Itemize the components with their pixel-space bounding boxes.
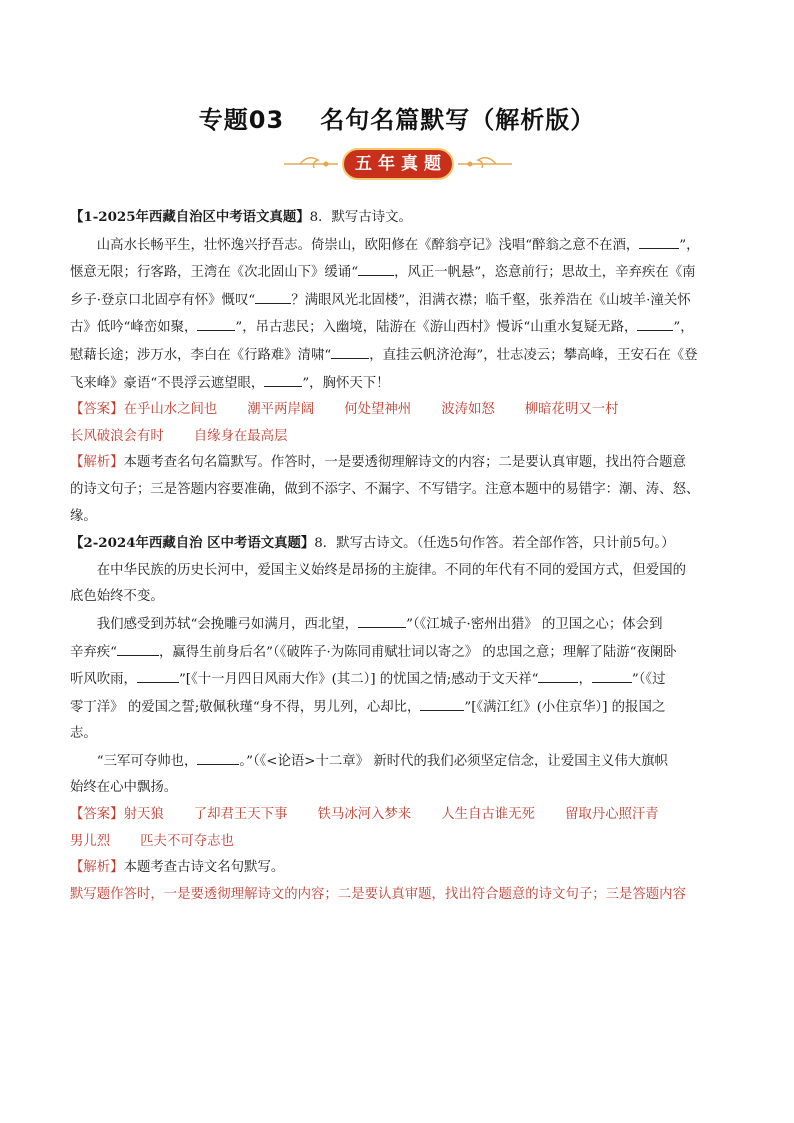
answer-blank	[358, 259, 394, 276]
answer-blank	[197, 314, 235, 331]
question-1-passage-cont: 古》低吟“峰峦如聚， ”，吊古悲民；入幽境，陆游在《游山西村》慢诉“山重水复疑无路， ”，	[70, 314, 728, 342]
question-2-passage: 我们感受到苏轼“会挽雕弓如满月，西北望， ”（《江城子·密州出猎》 的卫国之心；体会到	[70, 611, 728, 639]
title-topic-number: 专题03	[198, 106, 285, 134]
answer-item: 波涛如怒	[441, 402, 495, 418]
answer-blank	[592, 666, 632, 683]
answer-item: 长风破浪会有时	[70, 428, 164, 444]
question-1-answers: 【答案】在乎山水之间也 潮平两岸阔 何处望神州 波涛如怒 柳暗花明又一村	[70, 397, 728, 424]
banner-label: 五年真题	[342, 148, 454, 180]
answer-item: 了却君王天下事	[193, 807, 288, 823]
answer-item: 在乎山水之间也	[123, 402, 218, 418]
question-2-passage-2-cont: 始终在心中飘扬。	[70, 780, 178, 796]
question-2-passage-cont: 辛弃疾“ ，赢得生前身后名”（《破阵子·为陈同甫赋壮词以寄之》 的忠国之意；理解了陆游“夜阑卧	[70, 639, 728, 667]
answer-blank	[538, 666, 578, 683]
answer-blank	[264, 370, 302, 387]
question-2-analysis: 【解析】本题考查古诗文名句默写。	[70, 860, 285, 876]
page-title	[0, 100, 794, 135]
question-2-answers-cont	[70, 829, 728, 856]
question-1-header	[70, 204, 728, 232]
question-2-answers: 【答案】射天狼 了却君王天下事 铁马冰河入梦来 人生自古谁无死 留取丹心照汗青	[70, 802, 728, 829]
question-2-analysis-cont: 默写题作答时，一是要透彻理解诗文的内容；二是要认真审题，找出符合题意的诗文句子；三是答题内容	[70, 886, 686, 902]
answer-blank	[637, 314, 673, 331]
answer-blank	[420, 694, 464, 711]
question-1-passage-cont: 慰藉长途；涉万水，李白在《行路难》清啸“ ，直挂云帆济沧海”，壮志凌云；攀高峰，王安石在《登	[70, 342, 728, 370]
title-topic-name: 名句名篇默写（解析版）	[320, 106, 596, 134]
question-1-passage-cont: 惬意无限；行客路，王湾在《次北固山下》缓诵“ ，风正一帆悬”，恣意前行；思故土，辛弃疾在《南	[70, 259, 728, 287]
answer-item: 男儿烈	[70, 833, 111, 849]
answer-blank	[358, 611, 406, 628]
question-2-header	[70, 530, 728, 558]
answer-blank	[197, 748, 239, 765]
answer-item: 潮平两岸阔	[247, 402, 315, 418]
question-2-prompt: 8．默写古诗文。（任选5句作答。若全部作答，只计前5句。）	[314, 536, 675, 552]
question-1-passage: 山高水长畅平生，壮怀逸兴抒吾志。倚崇山，欧阳修在《醉翁亭记》浅唱“醉翁之意不在酒， ”，	[70, 232, 728, 260]
question-2-intro: 在中华民族的历史长河中，爱国主义始终是昂扬的主旋律。不同的年代有不同的爱国方式，但爱国的	[96, 562, 686, 578]
answer-blank	[255, 287, 291, 304]
question-1-answers-cont	[70, 424, 728, 451]
question-1-analysis-cont: 缘。	[70, 508, 97, 524]
question-2-passage-cont: 听风吹雨， ”[《十一月四日风雨大作》(其二）] 的忧国之情;感动于文天祥“ ， ”（《过	[70, 666, 728, 694]
section-banner	[280, 146, 516, 182]
answer-blank	[117, 639, 159, 656]
answer-item: 何处望神州	[344, 402, 412, 418]
document-body	[70, 204, 728, 908]
question-1-prompt: 8．默写古诗文。	[309, 210, 412, 225]
answer-item: 人生自古谁无死	[441, 807, 535, 823]
question-1-analysis-cont: 的诗文句子；三是答题内容要准确，做到不添字、不漏字、不写错字。注意本题中的易错字：潮、涛、怒、	[70, 481, 700, 497]
question-1-source: 【1-2025年西藏自治区中考语文真题】	[70, 209, 310, 225]
answer-item: 铁马冰河入梦来	[317, 807, 412, 823]
question-2-intro-cont: 底色始终不变。	[70, 589, 164, 605]
question-1-analysis: 【解析】本题考查名句名篇默写。作答时，一是要透彻理解诗文的内容；二是要认真审题，找出符合题意	[70, 455, 686, 471]
answer-blank	[639, 232, 679, 249]
answer-item: 留取丹心照汗青	[564, 807, 659, 823]
answer-item: 自缘身在最高层	[193, 428, 288, 444]
question-2-passage-2: “三军可夺帅也， 。”（《<论语>十二章》 新时代的我们必须坚定信念，让爱国主义伟大旗帜	[70, 748, 728, 776]
answer-blank	[137, 666, 179, 683]
question-1-passage-cont: 乡子·登京口北固亭有怀》慨叹“ ？满眼风光北固楼”，泪满衣襟；临千壑，张养浩在《山坡羊·潼关怀	[70, 287, 728, 315]
question-2-source: 【2-2024年西藏自治 区中考语文真题】	[70, 535, 315, 552]
answer-item: 匹夫不可夺志也	[140, 833, 234, 849]
question-2-passage-cont: 志。	[70, 726, 97, 742]
answer-blank	[331, 342, 369, 359]
question-1-passage-cont: 飞来峰》豪语“不畏浮云遮望眼， ”，胸怀天下！	[70, 370, 728, 398]
answer-item: 射天狼	[123, 807, 164, 823]
question-2-passage-cont: 零丁洋》 的爱国之誓;敬佩秋瑾“身不得，男儿列，心却比， ”[《满江红》(小住京华）] 的报国之	[70, 694, 728, 722]
answer-item: 柳暗花明又一村	[524, 402, 619, 418]
